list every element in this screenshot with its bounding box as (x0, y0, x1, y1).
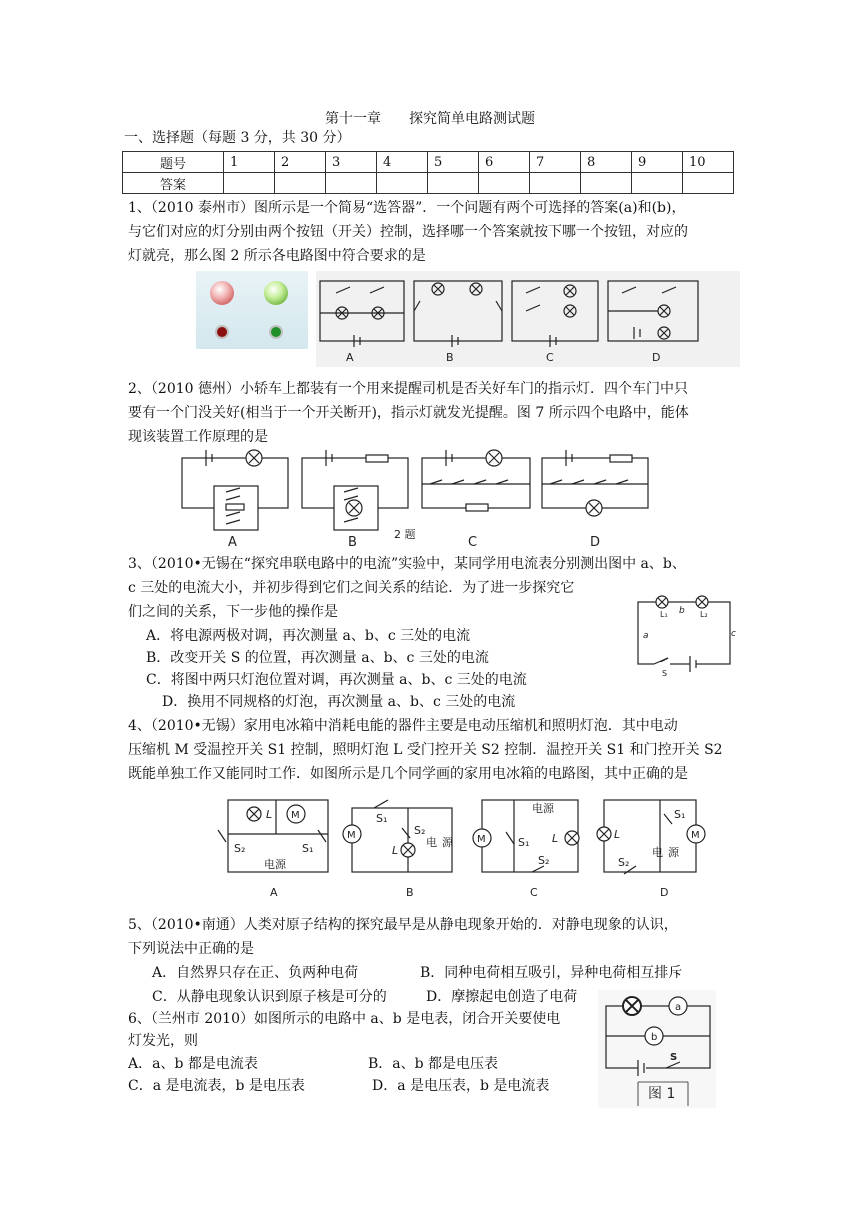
switch-label: S (670, 1052, 678, 1063)
q4-option-a-circuit (218, 800, 328, 899)
answer-cell[interactable] (632, 173, 683, 194)
answer-cell[interactable] (683, 173, 734, 194)
power-label-part: 源 (668, 846, 679, 859)
q6-line-1: 6、（兰州市 2010）如图所示的电路中 a、b 是电表，闭合开关要使电 (128, 1011, 561, 1027)
figure-caption: 图 1 (648, 1086, 676, 1102)
table-header-cell: 题号 (123, 152, 224, 173)
answer-cell[interactable] (224, 173, 275, 194)
q2-option-d-label: D (590, 535, 601, 550)
q5-option-c: C．从静电现象认识到原子核是可分的 (152, 989, 387, 1005)
answer-cell[interactable] (275, 173, 326, 194)
q5-option-d: D．摩擦起电创造了电荷 (426, 989, 578, 1005)
lamp-label: L (552, 832, 559, 845)
q2-option-a-label: A (228, 535, 237, 550)
table-header-cell: 答案 (123, 173, 224, 194)
q1-line-3: 灯就亮，那么图 2 所示各电路图中符合要求的是 (128, 248, 426, 264)
red-button-icon (216, 326, 228, 338)
power-label: 电源 (264, 858, 286, 871)
q4-option-b-label: B (406, 886, 414, 899)
q4-option-a-label: A (270, 886, 278, 899)
green-button-icon (270, 326, 282, 338)
question-number-cell: 3 (326, 152, 377, 173)
s2-label: S₂ (234, 842, 246, 855)
question-number-cell: 7 (530, 152, 581, 173)
q1-option-b-circuit (414, 281, 502, 364)
s1-label: S₁ (302, 842, 314, 855)
q1-option-a-circuit (320, 281, 404, 364)
q2-line-2: 要有一个门没关好(相当于一个开关断开)，指示灯就发光提醒。图 7 所示四个电路中，能体 (128, 405, 689, 421)
point-a-label: a (643, 631, 649, 641)
q1-line-2: 与它们对应的灯分别由两个按钮（开关）控制，选择哪一个答案就按下哪一个按钮，对应的 (128, 224, 688, 240)
answer-cell[interactable] (479, 173, 530, 194)
question-number-cell: 1 (224, 152, 275, 173)
meter-b-label: b (651, 1032, 658, 1043)
q4-option-d-label: D (660, 886, 669, 899)
q3-option-d: D．换用不同规格的灯泡，再次测量 a、b、c 三处的电流 (162, 694, 516, 710)
q1-option-a-label: A (346, 351, 354, 364)
question-number-cell: 9 (632, 152, 683, 173)
lamp-label: L (392, 844, 399, 857)
q3-option-c: C．将图中两只灯泡位置对调，再次测量 a、b、c 三处的电流 (146, 672, 527, 688)
q2-option-c-label: C (468, 535, 478, 550)
q3-option-a: A．将电源两极对调，再次测量 a、b、c 三处的电流 (146, 628, 471, 644)
q2-circuit-options (178, 446, 668, 550)
answer-cell[interactable] (428, 173, 479, 194)
q1-option-d-circuit (608, 281, 698, 364)
power-label-part: 源 (442, 836, 453, 849)
switch-s1-icon (318, 830, 326, 842)
q3-line-2: c 三处的电流大小，并初步得到它们之间关系的结论．为了进一步探究它 (128, 580, 575, 596)
q4-line-1: 4、（2010•无锡）家用电冰箱中消耗电能的器件主要是电动压缩机和照明灯泡．其中电动 (128, 718, 678, 734)
lamp-label: L (614, 828, 621, 841)
answer-cell[interactable] (326, 173, 377, 194)
switch-label: S (662, 669, 668, 678)
q6-option-d: D．a 是电压表，b 是电流表 (372, 1078, 550, 1094)
s2-label: S₂ (618, 856, 630, 869)
red-lamp-icon (210, 281, 234, 305)
q1-option-c-circuit (512, 281, 598, 364)
q4-option-c-circuit (473, 800, 579, 899)
q5-option-a: A．自然界只存在正、负两种电荷 (152, 965, 359, 981)
answer-cell[interactable] (581, 173, 632, 194)
q2-line-1: 2、（2010 德州）小轿车上都装有一个用来提醒司机是否关好车门的指示灯．四个车门中只 (128, 381, 688, 397)
q5-line-2: 下列说法中正确的是 (128, 941, 254, 957)
q6-option-c: C．a 是电流表，b 是电压表 (128, 1078, 305, 1094)
s2-label: S₂ (538, 854, 550, 867)
q2-option-c-circuit (422, 450, 530, 550)
switch-s2-icon (218, 830, 226, 842)
motor-label: M (291, 810, 300, 821)
q2-option-d-circuit (542, 450, 648, 550)
s2-label: S₂ (414, 824, 426, 837)
q5-line-1: 5、（2010•南通）人类对原子结构的探究最早是从静电现象开始的．对静电现象的认识， (128, 917, 678, 933)
s1-label: S₁ (518, 836, 530, 849)
s1-label: S₁ (376, 812, 388, 825)
point-b-label: b (679, 606, 685, 616)
meter-a-label: a (675, 1002, 682, 1013)
q5-option-b: B．同种电荷相互吸引，异种电荷相互排斥 (420, 965, 683, 981)
green-lamp-icon (264, 281, 288, 305)
section-heading: 一、选择题（每题 3 分，共 30 分） (124, 130, 351, 146)
q4-circuit-options (214, 794, 714, 902)
question-number-cell: 10 (683, 152, 734, 173)
q4-line-3: 既能单独工作又能同时工作．如图所示是几个同学画的家用电冰箱的电路图，其中正确的是 (128, 766, 688, 782)
q2-option-b-label: B (348, 535, 357, 550)
power-label-part: 电 (652, 846, 663, 859)
q4-option-c-label: C (530, 886, 538, 899)
motor-label: M (691, 830, 700, 841)
q2-fig-label: 2 题 (394, 528, 416, 541)
power-label: 电源 (532, 802, 554, 815)
q1-option-d-label: D (652, 351, 661, 364)
table-row (123, 152, 734, 173)
q6-line-2: 灯发光，则 (128, 1033, 198, 1049)
q1-option-c-label: C (546, 351, 554, 364)
q3-option-b: B．改变开关 S 的位置，再次测量 a、b、c 三处的电流 (146, 650, 489, 666)
power-label-part: 电 (426, 836, 437, 849)
q6-option-a: A．a、b 都是电流表 (128, 1056, 258, 1072)
question-number-cell: 4 (377, 152, 428, 173)
q4-option-b-circuit (343, 800, 454, 899)
l2-label: L₂ (700, 610, 708, 619)
q6-figure (598, 990, 716, 1108)
table-row (123, 173, 734, 194)
q2-option-a-circuit (182, 450, 288, 550)
q3-line-1: 3、（2010•无锡在“探究串联电路中的电流”实验中，某同学用电流表分别测出图中 a、b、 (128, 556, 686, 572)
answer-cell[interactable] (530, 173, 581, 194)
question-number-cell: 5 (428, 152, 479, 173)
point-c-label: c (731, 629, 736, 639)
answer-table (122, 151, 734, 194)
q1-circuit-options (316, 271, 740, 367)
motor-label: M (347, 830, 356, 841)
q2-option-b-circuit (302, 450, 408, 550)
q2-line-3: 现该装置工作原理的是 (128, 429, 268, 445)
answer-cell[interactable] (377, 173, 428, 194)
question-number-cell: 6 (479, 152, 530, 173)
q4-option-d-circuit (597, 800, 705, 899)
q6-option-b: B．a、b 都是电压表 (368, 1056, 499, 1072)
question-number-cell: 8 (581, 152, 632, 173)
q3-series-circuit (628, 592, 740, 678)
q3-line-3: 们之间的关系，下一步他的操作是 (128, 604, 338, 620)
q4-line-2: 压缩机 M 受温控开关 S1 控制，照明灯泡 L 受门控开关 S2 控制．温控开关 S1 和门控开关 S2 (128, 742, 723, 758)
q1-line-1: 1、（2010 泰州市）图所示是一个简易“选答器”．一个问题有两个可选择的答案(a)和(b)， (128, 200, 686, 216)
question-number-cell: 2 (275, 152, 326, 173)
lamp-label: L (266, 808, 273, 821)
l1-label: L₁ (660, 610, 668, 619)
q1-option-b-label: B (446, 351, 454, 364)
page-title: 第十一章 探究简单电路测试题 (325, 111, 535, 127)
motor-label: M (477, 834, 486, 845)
selector-lights-photo (196, 271, 308, 349)
s1-label: S₁ (674, 808, 686, 821)
